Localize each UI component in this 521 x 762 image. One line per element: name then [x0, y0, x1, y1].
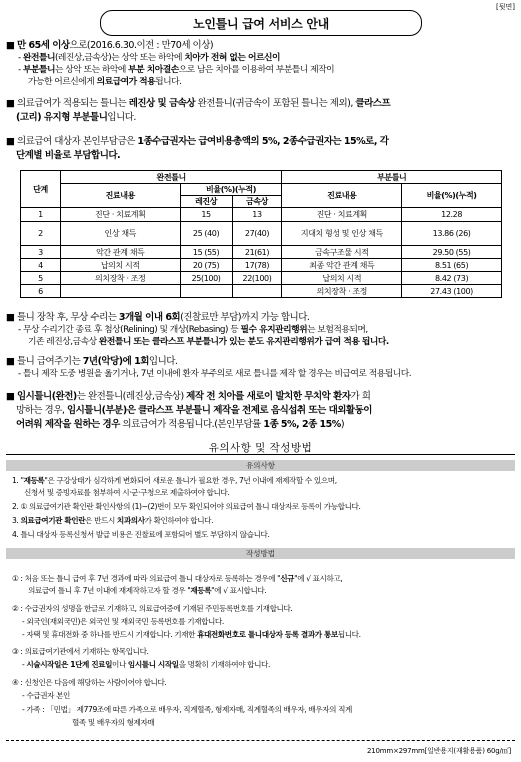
- divider: [6, 740, 515, 741]
- sub-cycle: - 틀니 제작 도중 병원을 옮기거나, 7년 이내에 환자 부주의로 새로 틀니를 제작 할 경우는 비급여로 적용됩니다.: [18, 369, 412, 379]
- notes-section-title: 유의사항 및 작성방법: [208, 442, 313, 454]
- method-header-bar: 작성방법: [6, 548, 515, 559]
- header-full-denture: 완전틀니: [60, 171, 282, 184]
- caution-1: 1. "재등록"은 구강상태가 심각하게 변화되어 새로운 틀니가 필요한 경우, 7년 이내에 재제작할 수 있으며,: [12, 476, 337, 485]
- caution-2: 2. ① 의료급여기관 확인란 확인사항의 (1)~(2)번이 모두 확인되어야 의료급여 틀니 대상자로 등록이 가능합니다.: [12, 502, 361, 511]
- method-1: ① : 처음 또는 틀니 급여 후 7년 경과에 따라 의료급여 틀니 대상자로 등록하는 경우에 "신규"에 √ 표시하고,: [12, 574, 343, 583]
- method-2-sub-1: - 외국인(재외국민)은 외국인 및 재외국민 등록번호를 기재합니다.: [22, 617, 224, 626]
- caution-3: 3. 의료급여기관 확인란은 반드시 치과의사가 확인하여야 합니다.: [12, 516, 214, 525]
- bullet-copay-cont: 단계별 비율로 부담합니다.: [16, 150, 121, 161]
- bullet-temporary-denture: ■ 임시틀니(완전)는 완전틀니(레진상,금속상) 제작 전 치아를 새로이 발치한 무치악 환자가 희: [6, 391, 371, 402]
- header-resin: 레진상: [180, 196, 232, 208]
- bullet-age: ■ 만 65세 이상으로(2016.6.30.이전 : 만70세 이상): [6, 40, 214, 51]
- bullet-temporary-cont-2: 어려워 제작을 원하는 경우 의료급여가 적용됩니다.(본인부담률 1종 5%, 2종 15%): [16, 419, 345, 430]
- table-row: 2 인상 채득 25 (40) 27(40) 지대치 형성 및 인상 채득 13.86 (26): [21, 222, 502, 246]
- sub-partial-denture: - 부분틀니는 상악 또는 하악에 부분 치아결손으로 남은 치아를 이용하여 부분틀니 제작이: [18, 65, 335, 75]
- method-3: ③ : 의료급여기관에서 기재하는 항목입니다.: [12, 647, 149, 656]
- header-ratio-partial: 비율(%)(누적): [402, 184, 502, 208]
- header-content: 진료내용: [60, 184, 180, 208]
- back-side-label: [뒷면]: [496, 3, 515, 11]
- header-partial-denture: 부분틀니: [282, 171, 502, 184]
- document-page: [4, 2, 517, 760]
- caution-header-bar: 유의사항: [6, 460, 515, 471]
- method-4-sub-2: - 가족 : 「민법」 제779조에 따른 가족으로 배우자, 직계혈족, 형제자매, 직계혈족의 배우자, 배우자의 직계: [22, 705, 352, 714]
- bullet-free-repair: ■ 틀니 장착 후, 무상 수리는 3개월 이내 6회(진찰료만 부담)까지 가능 합니다.: [6, 312, 310, 323]
- sub-full-denture: - 완전틀니(레진상,금속상)는 상악 또는 하악에 치아가 전혀 없는 어르신이: [18, 53, 280, 63]
- bullet-applicable: ■ 의료급여가 적용되는 틀니는 레진상 및 금속상 완전틀니(귀금속이 포함된 틀니는 제외), 클라스프: [6, 98, 391, 109]
- table-row: 4 납의치 시적 20 (75) 17(78) 최종 악간 관계 채득 8.51 (65): [21, 259, 502, 272]
- header-ratio: 비율(%)(누적): [180, 184, 282, 196]
- method-4-sub-1: - 수급권자 본인: [22, 691, 70, 700]
- method-3-sub: - 시술시작일은 1단계 진료일이나 임시틀니 시작일을 명확히 기재하여야 합니다.: [22, 660, 270, 669]
- bullet-applicable-cont: (고리) 유지형 부분틀니입니다.: [16, 112, 136, 123]
- method-4: ④ : 신청인은 다음에 해당하는 사람이어야 합니다.: [12, 678, 167, 687]
- table-row: 5 의치장착 · 조정 25(100) 22(100) 납의치 시적 8.42 (73): [21, 272, 502, 285]
- method-2: ② : 수급권자의 성명을 한글로 기재하고, 의료급여증에 기재된 주민등록번호를 기재합니다.: [12, 604, 293, 613]
- table-row: 3 악간 관계 채득 15 (55) 21(61) 금속구조물 시적 29.50 (55): [21, 246, 502, 259]
- caution-4: 4. 틀니 대상자 등록신청서 발급 비용은 진찰료에 포함되어 별도 부담하지 않습니다.: [12, 530, 270, 539]
- table-row: 1 진단 · 치료계획 15 13 진단 · 치료계획 12.28: [21, 208, 502, 222]
- document-title: 노인틀니 급여 서비스 안내: [100, 10, 422, 36]
- header-metal: 금속상: [232, 196, 282, 208]
- divider: [6, 454, 515, 455]
- method-4-sub-2-cont: 혈족 및 배우자의 형제자매: [72, 718, 155, 727]
- sub-maintenance: - 무상 수리기간 종료 후 첨상(Relining) 및 개상(Rebasing) 등 필수 유지관리행위는 보험적용되며,: [18, 325, 368, 335]
- method-1-cont: 의료급여 틀니 후 7년 이내에 재제작하고자 할 경우 "재등록"에 √ 표시합니다.: [28, 586, 267, 595]
- sub-partial-denture-cont: 가능한 어르신에게 의료급여가 적용됩니다.: [28, 77, 182, 87]
- header-content-partial: 진료내용: [282, 184, 402, 208]
- bullet-copay: ■ 의료급여 대상자 본인부담금은 1종수급권자는 급여비용총액의 5%, 2종수급권자는 15%로, 각: [6, 136, 389, 147]
- paper-spec: 210mm×297mm[일반용지(재활용품) 60g/㎡]: [366, 747, 511, 755]
- method-2-sub-2: - 자택 및 휴대전화 중 하나를 반드시 기재합니다. 기재한 휴대전화번호로 틀니대상자 등록 결과가 통보됩니다.: [22, 630, 361, 639]
- caution-1-cont: 신청서 및 증빙자료를 첨부하여 시·군·구청으로 제출하여야 합니다.: [24, 488, 230, 497]
- copay-stage-table: [20, 170, 502, 298]
- bullet-temporary-cont-1: 망하는 경우, 임시틀니(부분)은 클라스프 부분틀니 제작을 전제로 음식섭취 또는 대외활동이: [16, 405, 372, 416]
- bullet-cycle: ■ 틀니 급여주기는 7년(악당)에 1회입니다.: [6, 356, 178, 367]
- header-stage: 단계: [21, 171, 61, 208]
- table-row: 6 의치장착 · 조정 27.43 (100): [21, 285, 502, 298]
- sub-maintenance-cont: 기존 레진상,금속상 완전틀니 또는 클라스프 부분틀니가 있는 분도 유지관리행위가 급여 적용 됩니다.: [28, 337, 389, 347]
